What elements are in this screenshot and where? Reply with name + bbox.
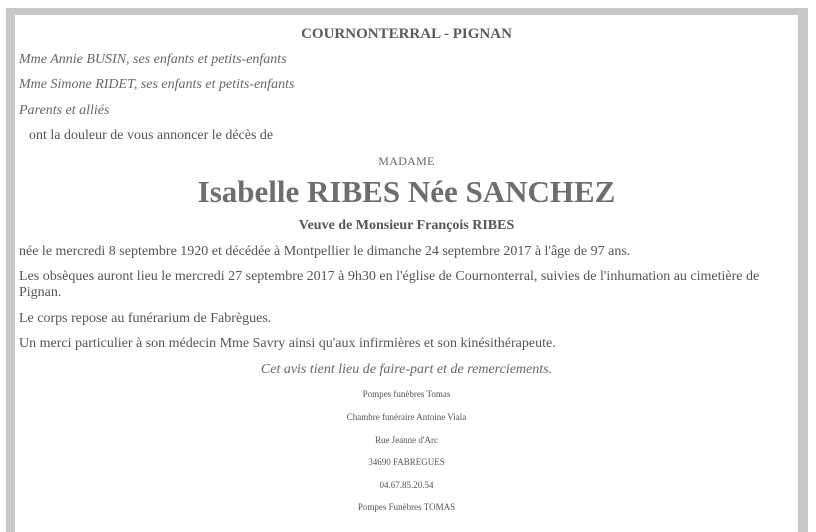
notice-text: Cet avis tient lieu de faire-part et de remerciements. xyxy=(260,362,553,377)
family-line-1: Mme Annie BUSIN, ses enfants et petits-enfants xyxy=(19,52,287,67)
family-line-3: Parents et alliés xyxy=(19,103,110,118)
funeral-chamber: Chambre funéraire Antoine Viala xyxy=(346,412,467,422)
funerarium-paragraph: Le corps repose au funérarium de Fabrègues. xyxy=(19,311,272,326)
funeral-home-phone: 04.67.85.20.54 xyxy=(379,480,434,490)
obituary-card xyxy=(15,15,798,532)
deceased-name: Isabelle RIBES Née SANCHEZ xyxy=(197,174,616,209)
funeral-home-city: 34690 FABREGUES xyxy=(368,457,445,467)
notice-frame xyxy=(6,8,808,532)
location-header: COURNONTERRAL - PIGNAN xyxy=(301,26,512,42)
family-line-2: Mme Simone RIDET, ses enfants et petits-enfants xyxy=(19,77,295,92)
funeral-home-name: Pompes funèbres Tomas xyxy=(362,389,451,399)
deceased-title: MADAME xyxy=(378,154,435,168)
birth-death-paragraph: née le mercredi 8 septembre 1920 et décédée à Montpellier le dimanche 24 septembre 2017 à l'âge de 97 ans. xyxy=(19,244,631,259)
deceased-subtitle: Veuve de Monsieur François RIBES xyxy=(298,218,515,233)
thanks-paragraph: Un merci particulier à son médecin Mme Savry ainsi qu'aux infirmières et son kinésithérapeute. xyxy=(19,336,556,351)
funeral-paragraph: Les obsèques auront lieu le mercredi 27 septembre 2017 à 9h30 en l'église de Cournonterral, suivies de l'inhumation au cimetière de Pignan. xyxy=(19,269,760,300)
announcement-text: ont la douleur de vous annoncer le décès de xyxy=(29,128,274,143)
funeral-home-signature: Pompes Funèbres TOMAS xyxy=(357,502,456,512)
funeral-home-street: Rue Jeanne d'Arc xyxy=(374,435,439,445)
